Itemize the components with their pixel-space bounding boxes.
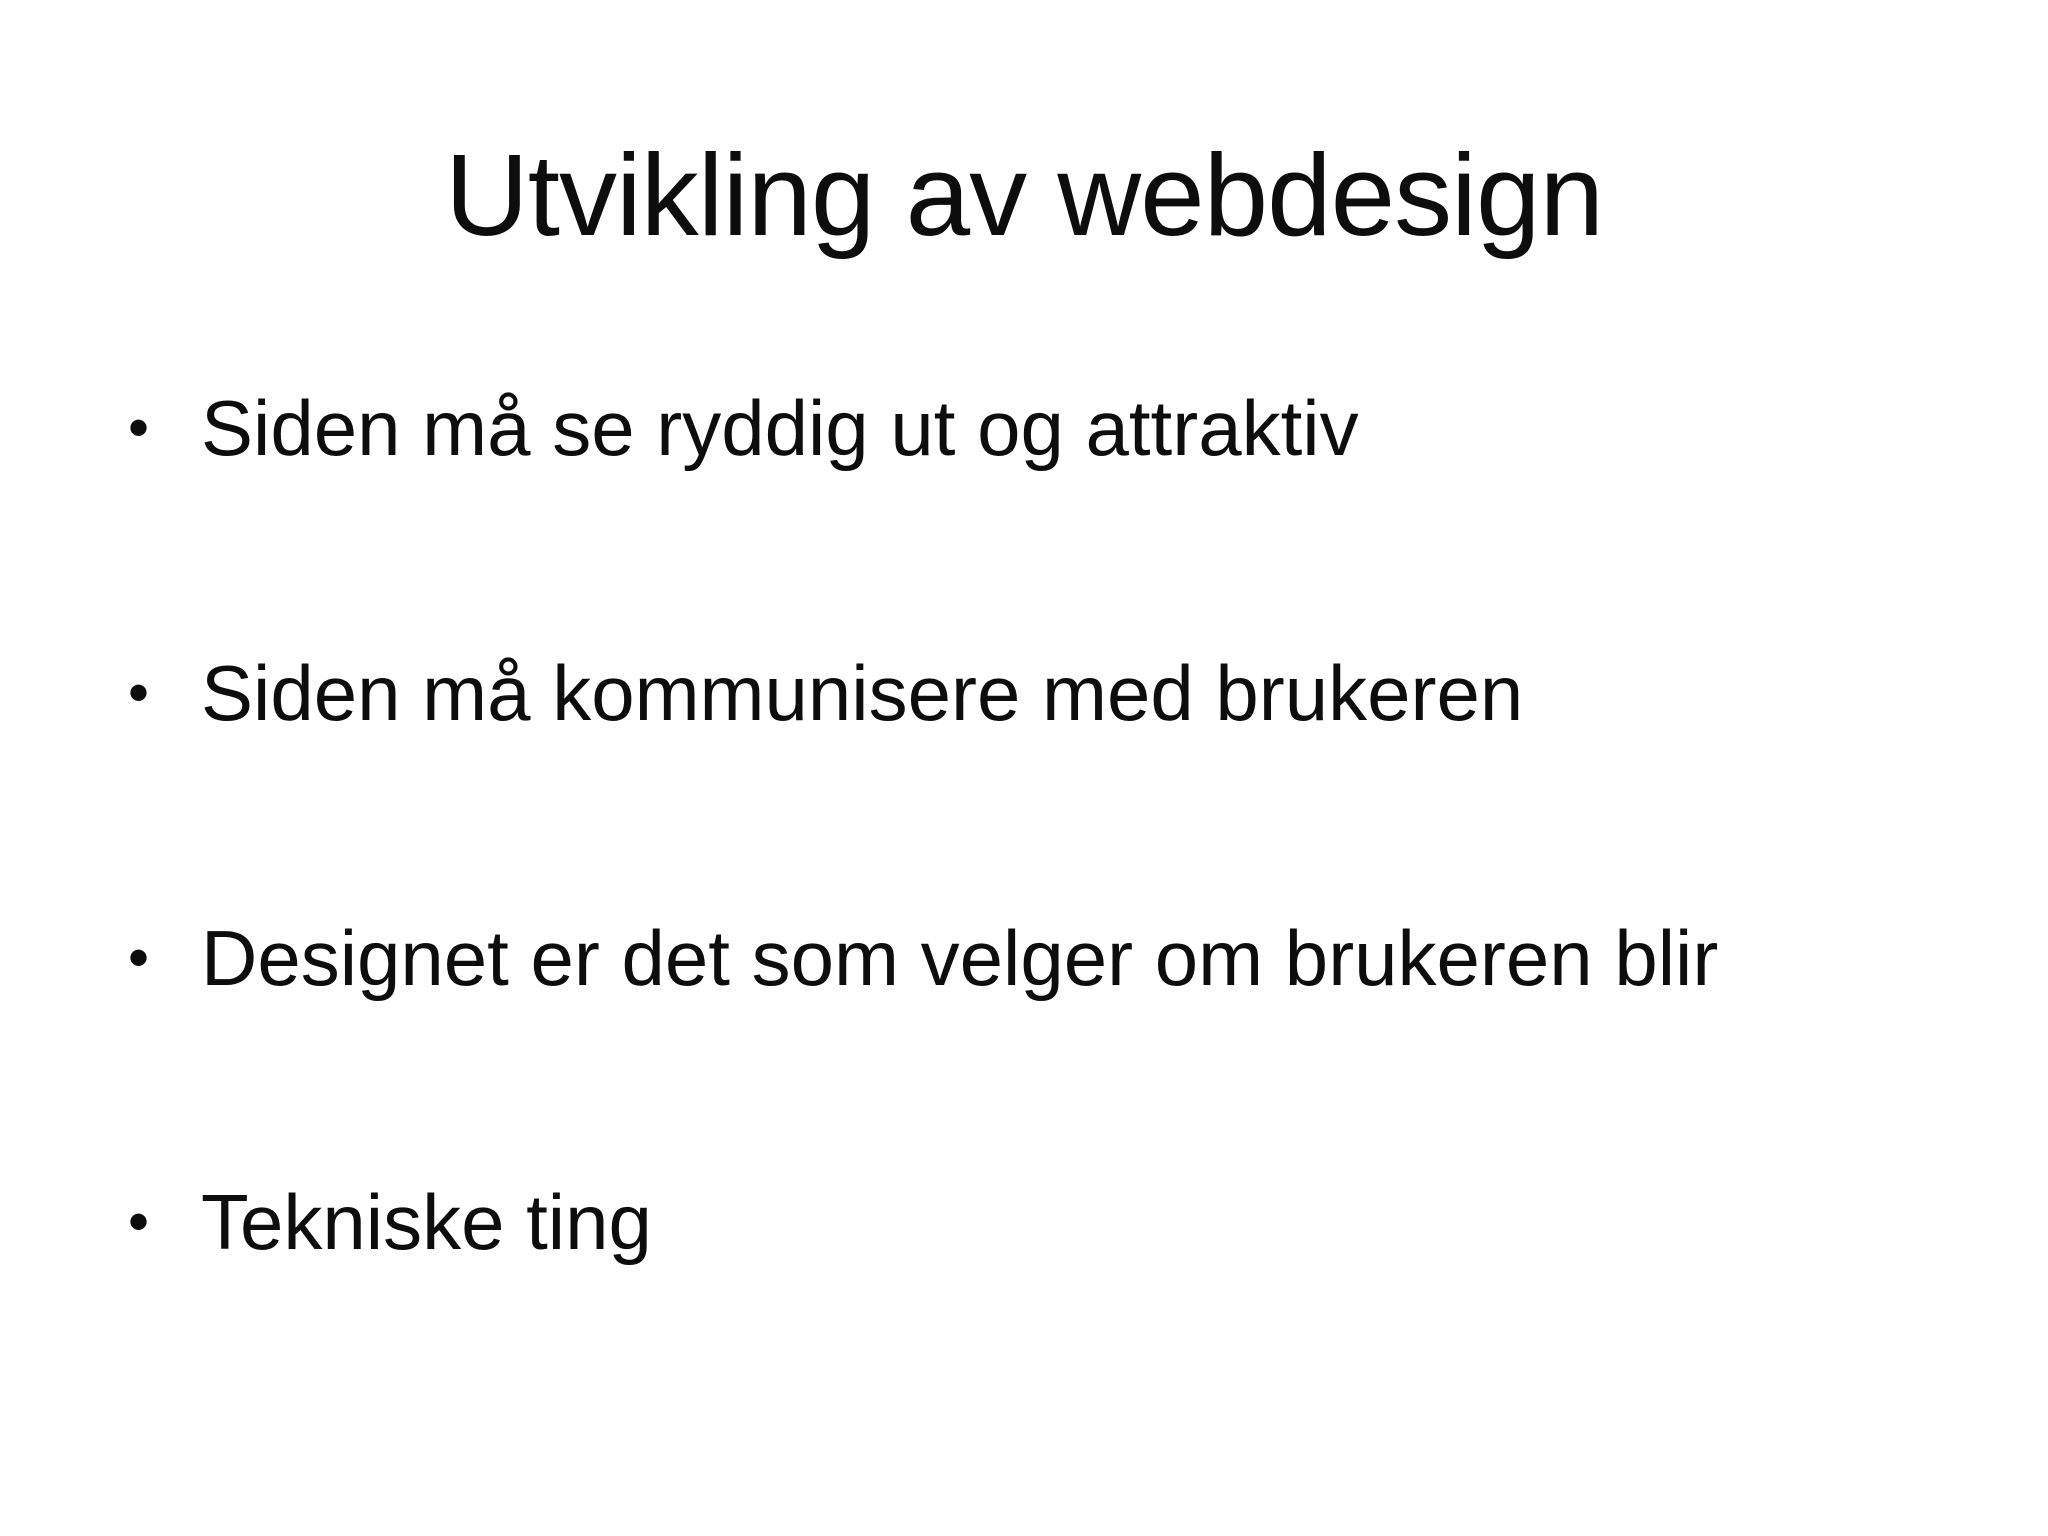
- bullet-text: Siden må se ryddig ut og attraktiv: [201, 384, 1359, 472]
- bullet-point-icon: •: [128, 394, 150, 461]
- bullet-point-icon: •: [128, 924, 150, 991]
- bullet-item: [128, 643, 1928, 743]
- bullet-text: Tekniske ting: [201, 1178, 652, 1266]
- bullet-item: [128, 908, 1928, 1008]
- bullet-item: [128, 378, 1928, 478]
- bullet-point-icon: •: [128, 1188, 150, 1255]
- bullet-text: Siden må kommunisere med brukeren: [201, 649, 1524, 737]
- slide-title: Utvikling av webdesign: [445, 130, 1603, 260]
- bullet-item: [128, 1172, 1928, 1272]
- bullet-point-icon: •: [128, 659, 150, 726]
- bullet-text: Designet er det som velger om brukeren blir: [201, 914, 1719, 1002]
